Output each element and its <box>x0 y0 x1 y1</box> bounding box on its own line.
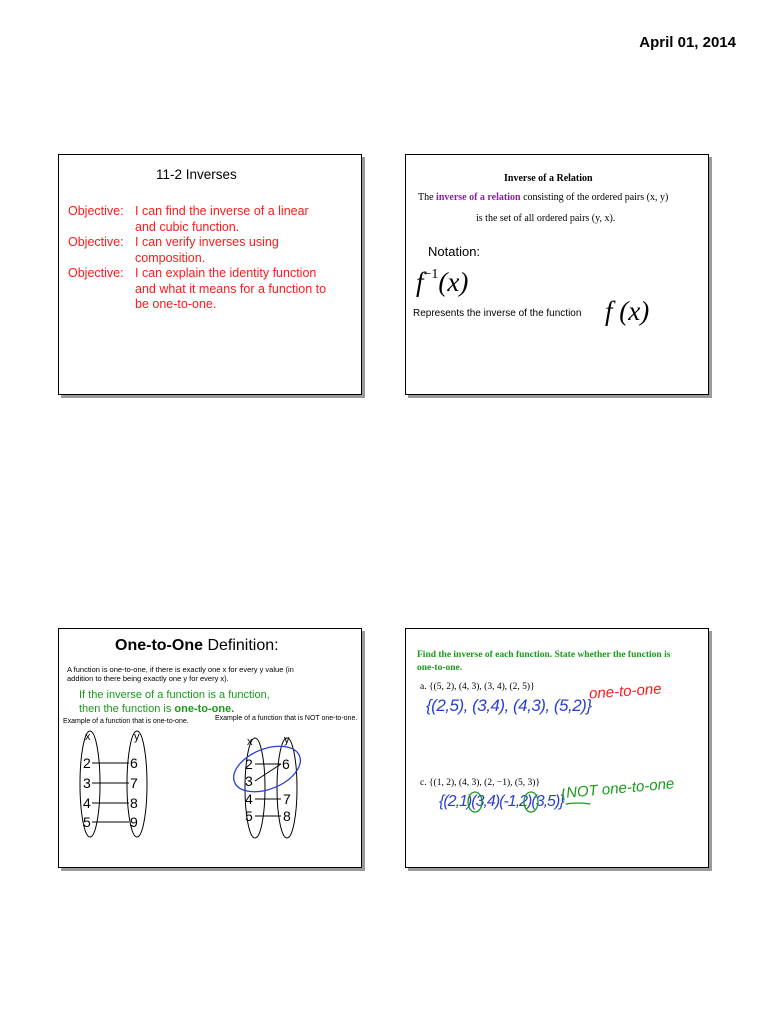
slide-title: 11-2 Inverses <box>156 167 237 182</box>
inverse-rule: If the inverse of a function is a function, then the function is one-to-one. <box>79 689 270 715</box>
objective-text: and cubic function. <box>135 219 240 234</box>
function-notation: f (x) <box>605 296 650 326</box>
svg-text:5: 5 <box>245 808 253 824</box>
objective-label: Objective: <box>68 235 124 249</box>
svg-text:7: 7 <box>130 775 138 791</box>
objective-3 <box>68 266 326 313</box>
ink-circle <box>524 792 538 812</box>
svg-text:8: 8 <box>130 795 138 811</box>
definition-line-2: is the set of all ordered pairs (y, x). <box>476 213 616 224</box>
svg-text:7: 7 <box>283 791 291 807</box>
svg-text:9: 9 <box>130 814 138 830</box>
domain-values <box>245 756 253 824</box>
svg-text:8: 8 <box>283 808 291 824</box>
objective-1 <box>68 204 309 235</box>
slide-find-inverse <box>405 628 709 868</box>
objective-2 <box>68 235 279 266</box>
svg-text:2: 2 <box>83 755 91 771</box>
mapping-arrows <box>92 763 129 822</box>
domain-values <box>83 755 91 830</box>
definition-line-1: The inverse of a relation consisting of the ordered pairs (x, y) <box>418 192 669 203</box>
slide-title: One-to-One Definition: <box>115 637 279 654</box>
ink-circle <box>468 792 482 812</box>
objective-text: I can verify inverses using <box>135 235 279 249</box>
notation-expression: $f^{-1}(x)$ <box>416 267 469 297</box>
objective-text: I can find the inverse of a linear <box>135 204 309 218</box>
y-label: y <box>284 734 290 746</box>
svg-text:3: 3 <box>245 773 253 789</box>
instruction-text: Find the inverse of each function. State whether the function is one-to-one. <box>417 650 671 673</box>
svg-text:4: 4 <box>83 795 91 811</box>
x-label: x <box>85 731 91 743</box>
ink-underline <box>566 803 590 804</box>
objective-text: and what it means for a function to <box>135 281 327 296</box>
x-label: x <box>247 736 253 748</box>
y-label: y <box>134 731 140 743</box>
note-not-one-to-one: NOT one-to-one <box>565 775 675 802</box>
note-one-to-one: one-to-one <box>588 680 663 703</box>
example-caption-left: Example of a function that is one-to-one. <box>63 718 189 725</box>
mapping-diagrams <box>59 629 361 867</box>
notation-label: Notation: <box>428 244 481 259</box>
svg-text:2: 2 <box>245 756 253 772</box>
ink-annotations <box>406 629 708 867</box>
problem-a: a. {(5, 2), (4, 3), (3, 4), (2, 5)} <box>420 682 535 692</box>
slide-inverse-relation <box>405 154 709 395</box>
slide-one-to-one <box>58 628 362 868</box>
answer-c: {(2,1)(3,4)(-1,2)(3,5)} <box>439 793 564 810</box>
page-date: April 01, 2014 <box>639 34 736 51</box>
definition-term: inverse of a relation <box>436 192 521 203</box>
definition-text: A function is one-to-one, if there is exactly one x for every y value (in addition to there being exactly one y for every x). <box>67 665 294 683</box>
objective-label: Objective: <box>68 204 124 218</box>
svg-text:4: 4 <box>245 791 253 807</box>
objective-label: Objective: <box>68 266 124 280</box>
svg-text:6: 6 <box>130 755 138 771</box>
represents-text: Represents the inverse of the function <box>413 308 582 319</box>
slide-title: Inverse of a Relation <box>504 173 593 184</box>
ink-circle <box>227 737 307 800</box>
svg-text:5: 5 <box>83 814 91 830</box>
objective-text: be one-to-one. <box>135 297 217 311</box>
objective-text: composition. <box>135 250 206 265</box>
problem-c: c. {(1, 2), (4, 3), (2, −1), (5, 3)} <box>420 778 541 788</box>
svg-text:6: 6 <box>282 756 290 772</box>
range-values <box>282 756 291 824</box>
svg-text:3: 3 <box>83 775 91 791</box>
range-values <box>130 755 138 830</box>
objective-text: I can explain the identity function <box>135 266 317 280</box>
answer-a: {(2,5), (3,4), (4,3), (5,2)} <box>426 696 592 715</box>
example-caption-right: Example of a function that is NOT one-to-one. <box>215 715 358 722</box>
slide-objectives <box>58 154 362 395</box>
ink-bracket <box>563 789 564 800</box>
